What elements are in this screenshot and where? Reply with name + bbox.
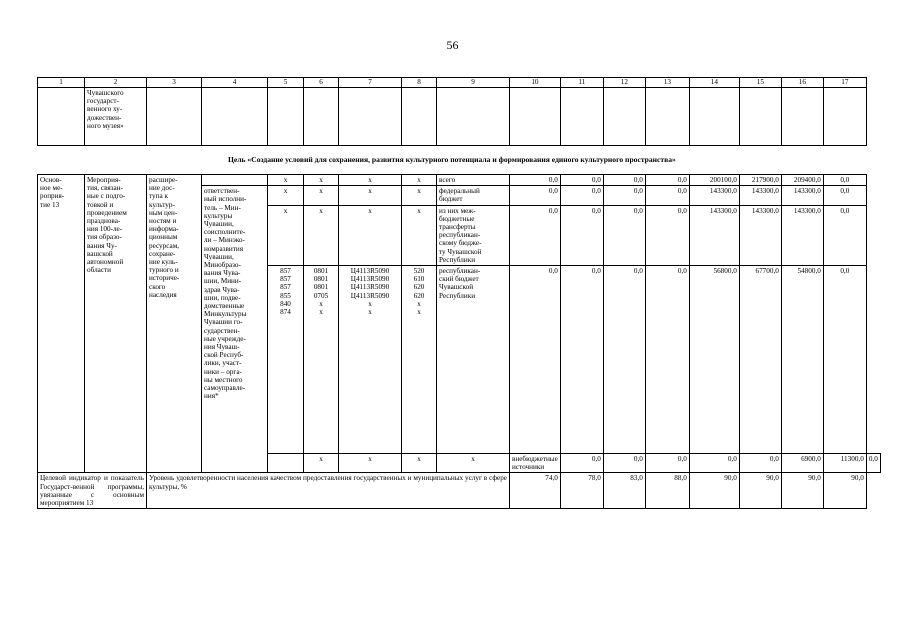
header-cell: 11 [560, 78, 603, 88]
indicator-row [38, 473, 881, 509]
value-cell: 143300,0 [781, 205, 823, 265]
header-cell: 17 [823, 78, 866, 88]
empty-cell [739, 88, 781, 146]
header-cell: 1 [38, 78, 85, 88]
empty-cell [147, 88, 202, 146]
value-cell: 11300,0 [823, 454, 866, 473]
continued-name-cell: Чувашского государст- венного ху- дожествен- ного музея» [85, 88, 147, 146]
indicator-value: 78,0 [560, 473, 603, 509]
page-number: 56 [446, 38, 459, 52]
value-cell: 56800,0 [689, 266, 739, 454]
vr-cell: 520 610 620 620 x x [402, 266, 437, 454]
value-cell: 0,0 [823, 175, 866, 186]
header-cell: 14 [689, 78, 739, 88]
event-goal-cell: расшире- ние дос- тупа к культур- ным цен- ностям и информа- ционным ресурсам, сохране- ние куль- турного и историче- ского наследия [147, 175, 202, 473]
value-cell: 0,0 [510, 186, 561, 205]
value-cell: 0,0 [603, 186, 645, 205]
header-cell: 8 [402, 78, 437, 88]
source-cell: федеральный бюджет [437, 186, 510, 205]
value-cell: 209400,0 [781, 175, 823, 186]
indicator-value: 90,0 [823, 473, 866, 509]
indicator-text: Уровень удовлетворенности населения качеством предоставления государственных и муниципальных услуг в сфере культуры, % [147, 473, 510, 509]
empty-cell [781, 88, 823, 146]
csr-cell: x [402, 454, 437, 473]
header-cell: 12 [603, 78, 645, 88]
empty-cell [603, 88, 645, 146]
value-cell: 67700,0 [739, 266, 781, 454]
rzpr-cell: 0801 0801 0801 0705 x x [304, 266, 339, 454]
indicator-value: 90,0 [739, 473, 781, 509]
value-cell: 0,0 [603, 205, 645, 265]
header-row [38, 78, 881, 88]
header-cell: 7 [339, 78, 402, 88]
value-cell: 0,0 [739, 454, 781, 473]
csr-cell: x [339, 205, 402, 265]
source-cell: из них меж- бюджетные трансферты республикан- скому бюдже- ту Чувашской Республики [437, 205, 510, 265]
rzpr-cell: x [304, 175, 339, 186]
vr-cell: x [402, 175, 437, 186]
empty-cell [38, 88, 85, 146]
rzpr-cell: x [339, 454, 402, 473]
header-cell: 5 [268, 78, 304, 88]
value-cell: 143300,0 [689, 186, 739, 205]
responsible-cell: ответствен- ный исполни- тель – Мин- культуры Чувашии, соисполните- ли – Минэко- номразвития Чувашии, Минобразо- вания Чува- шии, Мини- здрав Чува- шии, подве- домственные Минкультуры Чувашии го- сударствен- ные учрежде- ния Чуваш- ской Респуб- лики, участ- ники – орга- ны местного самоуправле- ния* [202, 186, 268, 473]
header-cell: 15 [739, 78, 781, 88]
value-cell: 0,0 [823, 205, 866, 265]
empty-cell [202, 175, 268, 186]
header-cell: 10 [510, 78, 561, 88]
indicator-value: 74,0 [510, 473, 561, 509]
csr-cell: Ц4113R5090 Ц4113R5090 Ц4113R5090 Ц4113R5090 x x [339, 266, 402, 454]
rzpr-cell: x [304, 186, 339, 205]
value-cell: 143300,0 [781, 186, 823, 205]
value-cell: 0,0 [560, 175, 603, 186]
header-cell: 16 [781, 78, 823, 88]
continued-row [38, 88, 881, 146]
value-cell: 0,0 [823, 266, 866, 454]
empty-cell [689, 88, 739, 146]
empty-cell [268, 454, 304, 473]
grbs-cell: x [268, 186, 304, 205]
indicator-value: 90,0 [689, 473, 739, 509]
empty-cell [560, 88, 603, 146]
value-cell: 0,0 [510, 175, 561, 186]
source-cell: внебюджетные источники [510, 454, 561, 473]
empty-cell [304, 88, 339, 146]
goal-title: Цель «Создание условий для сохранения, развития культурного потенциала и формирования единого культурного пространства» [38, 146, 867, 175]
indicator-label: Целевой индикатор и показатель Государст-венной программы, увязанные с основным мероприятием 13 [38, 473, 147, 509]
table-row [38, 175, 881, 186]
header-cell: 2 [85, 78, 147, 88]
value-cell: 0,0 [510, 205, 561, 265]
header-cell: 9 [437, 78, 510, 88]
value-cell: 0,0 [645, 205, 689, 265]
value-cell: 217900,0 [739, 175, 781, 186]
indicator-value: 90,0 [781, 473, 823, 509]
grbs-cell: x [268, 175, 304, 186]
indicator-value: 83,0 [603, 473, 645, 509]
program-table [37, 77, 881, 509]
empty-cell [339, 88, 402, 146]
source-cell: всего [437, 175, 510, 186]
grbs-cell: x [304, 454, 339, 473]
grbs-cell: 857 857 857 855 840 874 [268, 266, 304, 454]
event-name-cell: Мероприя- тия, связан- ные с подго- товкой и проведением празднова- ния 100-ле- тия образо- вания Чу- вашской автономной области [85, 175, 147, 473]
header-cell: 13 [645, 78, 689, 88]
empty-cell [510, 88, 561, 146]
empty-cell [645, 88, 689, 146]
empty-cell [823, 88, 866, 146]
indicator-value: 88,0 [645, 473, 689, 509]
value-cell: 0,0 [603, 266, 645, 454]
value-cell: 0,0 [560, 205, 603, 265]
goal-row [38, 146, 881, 175]
value-cell: 54800,0 [781, 266, 823, 454]
value-cell: 200100,0 [689, 175, 739, 186]
empty-cell [268, 88, 304, 146]
value-cell: 0,0 [645, 186, 689, 205]
grbs-cell: x [268, 205, 304, 265]
csr-cell: x [339, 186, 402, 205]
value-cell: 143300,0 [689, 205, 739, 265]
empty-cell [437, 88, 510, 146]
value-cell: 0,0 [823, 186, 866, 205]
value-cell: 0,0 [645, 175, 689, 186]
value-cell: 0,0 [560, 266, 603, 454]
event-number-cell: Основ- ное ме- роприя- тие 13 [38, 175, 85, 473]
value-cell: 0,0 [645, 454, 689, 473]
value-cell: 0,0 [866, 454, 880, 473]
vr-cell: x [402, 186, 437, 205]
value-cell: 0,0 [510, 266, 561, 454]
value-cell: 0,0 [603, 175, 645, 186]
value-cell: 143300,0 [739, 205, 781, 265]
source-cell: республикан- ский бюджет Чувашской Республики [437, 266, 510, 454]
vr-cell: x [437, 454, 510, 473]
empty-cell [202, 88, 268, 146]
value-cell: 0,0 [603, 454, 645, 473]
value-cell: 0,0 [689, 454, 739, 473]
value-cell: 0,0 [645, 266, 689, 454]
value-cell: 143300,0 [739, 186, 781, 205]
header-cell: 6 [304, 78, 339, 88]
value-cell: 0,0 [560, 186, 603, 205]
csr-cell: x [339, 175, 402, 186]
value-cell: 6900,0 [781, 454, 823, 473]
vr-cell: x [402, 205, 437, 265]
header-cell: 4 [202, 78, 268, 88]
empty-cell [402, 88, 437, 146]
header-cell: 3 [147, 78, 202, 88]
rzpr-cell: x [304, 205, 339, 265]
value-cell: 0,0 [560, 454, 603, 473]
